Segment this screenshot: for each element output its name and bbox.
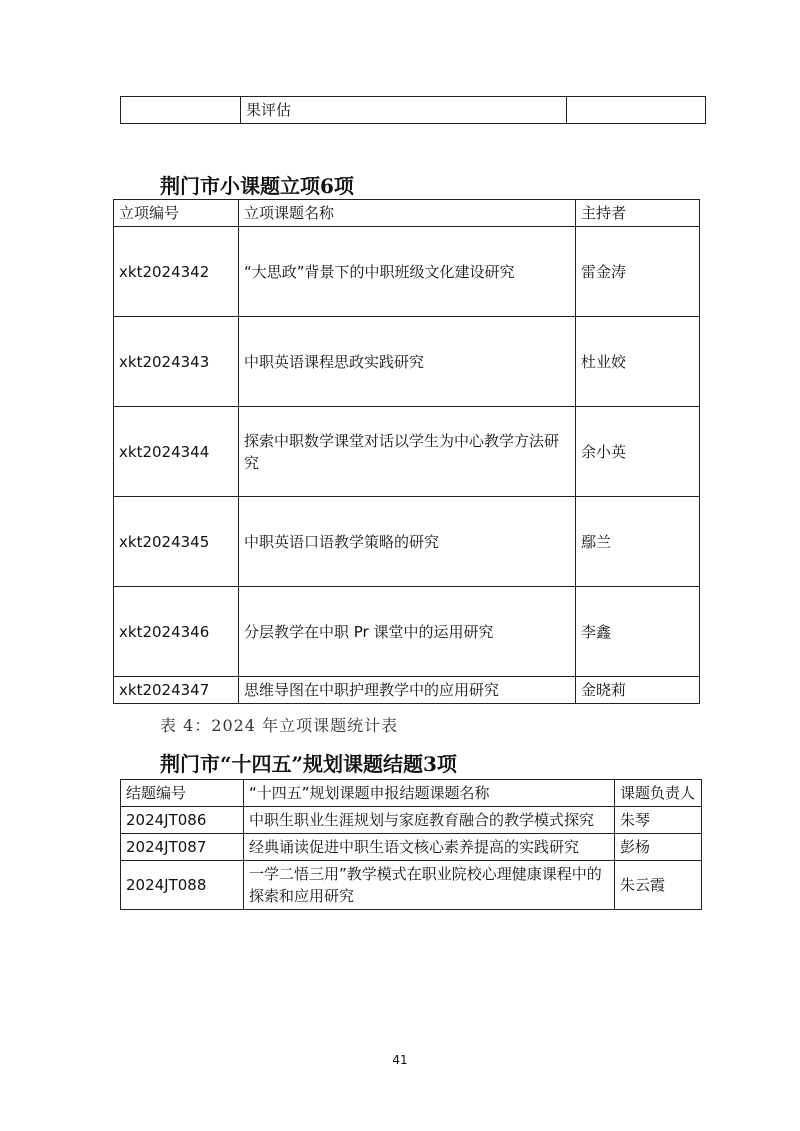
row-name: 思维导图在中职护理教学中的应用研究 — [239, 677, 576, 704]
row-host: 彭杨 — [615, 834, 702, 861]
row-host: 雷金涛 — [576, 227, 700, 317]
top-table-cell: 果评估 — [241, 97, 567, 124]
project-table — [113, 199, 700, 704]
table-row — [114, 497, 700, 587]
table-row — [114, 587, 700, 677]
row-id: xkt2024344 — [114, 407, 239, 497]
row-id: xkt2024347 — [114, 677, 239, 704]
row-id: 2024JT087 — [121, 834, 244, 861]
table-row — [114, 317, 700, 407]
table-caption: 表 4：2024 年立项课题统计表 — [160, 716, 399, 735]
table-row — [121, 834, 702, 861]
top-table — [120, 96, 706, 124]
row-host: 杜业姣 — [576, 317, 700, 407]
row-host: 朱云霞 — [615, 861, 702, 910]
row-name: 中职英语口语教学策略的研究 — [239, 497, 576, 587]
row-id: xkt2024345 — [114, 497, 239, 587]
row-name: 分层教学在中职 Pr 课堂中的运用研究 — [239, 587, 576, 677]
header-host: 课题负责人 — [615, 780, 702, 807]
row-host: 金晓莉 — [576, 677, 700, 704]
section2-title: 荆门市“十四五”规划课题结题3项 — [160, 752, 457, 776]
section1-title: 荆门市小课题立项6项 — [160, 174, 354, 198]
row-name: 中职英语课程思政实践研究 — [239, 317, 576, 407]
table-row — [121, 807, 702, 834]
row-name: 经典诵读促进中职生语文核心素养提高的实践研究 — [244, 834, 615, 861]
row-name: 一学二悟三用”教学模式在职业院校心理健康课程中的探索和应用研究 — [244, 861, 615, 910]
completion-table — [120, 779, 702, 910]
row-host: 余小英 — [576, 407, 700, 497]
top-table-cell-empty-1 — [121, 97, 241, 124]
row-id: xkt2024346 — [114, 587, 239, 677]
table-row — [114, 677, 700, 704]
header-id: 立项编号 — [114, 200, 239, 227]
row-id: xkt2024342 — [114, 227, 239, 317]
row-name: 探索中职数学课堂对话以学生为中心教学方法研究 — [239, 407, 576, 497]
row-id: 2024JT088 — [121, 861, 244, 910]
row-host: 朱琴 — [615, 807, 702, 834]
row-name: 中职生职业生涯规划与家庭教育融合的教学模式探究 — [244, 807, 615, 834]
row-id: 2024JT086 — [121, 807, 244, 834]
row-host: 李鑫 — [576, 587, 700, 677]
header-host: 主持者 — [576, 200, 700, 227]
row-name: “大思政”背景下的中职班级文化建设研究 — [239, 227, 576, 317]
header-id: 结题编号 — [121, 780, 244, 807]
row-host: 鄢兰 — [576, 497, 700, 587]
top-table-cell-empty-2 — [567, 97, 706, 124]
header-name: 立项课题名称 — [239, 200, 576, 227]
page-number: 41 — [392, 1053, 408, 1067]
table-row — [121, 861, 702, 910]
table-row — [114, 227, 700, 317]
table-row — [114, 407, 700, 497]
header-name: “十四五”规划课题申报结题课题名称 — [244, 780, 615, 807]
row-id: xkt2024343 — [114, 317, 239, 407]
